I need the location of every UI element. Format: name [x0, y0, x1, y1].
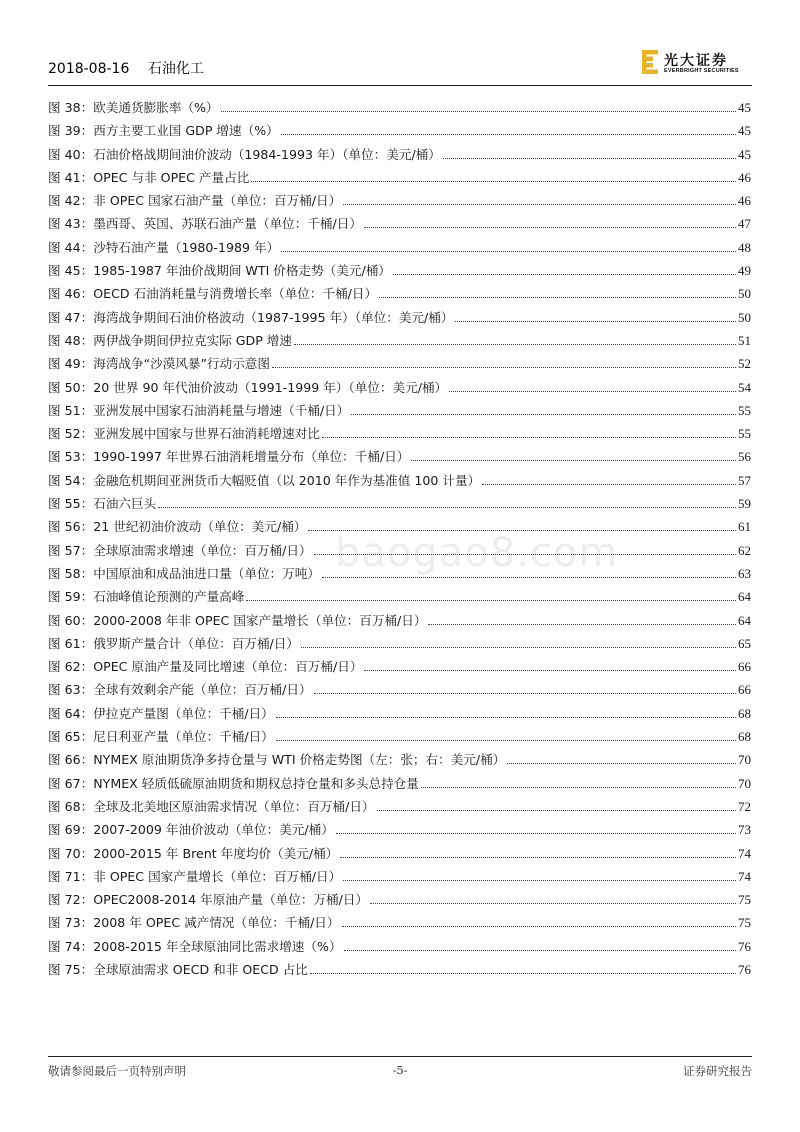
toc-entry[interactable]	[48, 586, 751, 609]
dot-leader	[455, 311, 736, 321]
dot-leader	[449, 381, 736, 391]
figure-label: 图 40：	[48, 146, 94, 162]
figure-label: 图 74：	[48, 938, 94, 954]
figure-label: 图 49：	[48, 356, 94, 372]
figure-title: 21 世纪初油价波动（单位：美元/桶）	[93, 519, 307, 535]
header-divider	[48, 85, 752, 86]
toc-entry[interactable]	[48, 120, 751, 143]
figure-title: 石油峰值论预测的产量高峰	[93, 589, 245, 605]
dot-leader	[246, 591, 736, 601]
toc-entry[interactable]	[48, 353, 751, 376]
figure-page-number: 45	[738, 123, 751, 139]
figure-title: 石油六巨头	[93, 496, 157, 512]
toc-entry[interactable]	[48, 446, 751, 469]
figure-label: 图 54：	[48, 472, 94, 488]
figure-title: 伊拉克产量图（单位：千桶/日）	[93, 705, 274, 721]
dot-leader	[251, 172, 736, 182]
figure-page-number: 47	[738, 216, 751, 232]
toc-entry[interactable]	[48, 330, 751, 353]
figure-label: 图 68：	[48, 798, 94, 814]
figure-page-number: 72	[738, 798, 751, 814]
figure-title: 全球有效剩余产能（单位：百万桶/日）	[93, 682, 312, 698]
dot-leader	[443, 148, 736, 158]
figure-title: 金融危机期间亚洲货币大幅贬值（以 2010 年作为基准值 100 计量）	[93, 472, 481, 488]
toc-entry[interactable]	[48, 283, 751, 306]
toc-entry[interactable]	[48, 656, 751, 679]
toc-entry[interactable]	[48, 726, 751, 749]
dot-leader	[428, 614, 736, 624]
toc-entry[interactable]	[48, 237, 751, 260]
figure-title: 2000-2008 年非 OPEC 国家产量增长（单位：百万桶/日）	[93, 612, 427, 628]
figure-label: 图 51：	[48, 402, 94, 418]
figure-label: 图 56：	[48, 519, 94, 535]
figure-page-number: 76	[738, 961, 751, 977]
figure-title: 俄罗斯产量合计（单位：百万桶/日）	[93, 635, 299, 651]
dot-leader	[314, 684, 736, 694]
figure-label: 图 71：	[48, 868, 94, 884]
toc-entry[interactable]	[48, 97, 751, 120]
dot-leader	[310, 964, 736, 974]
figure-page-number: 57	[738, 472, 751, 488]
dot-leader	[411, 451, 736, 461]
figure-label: 图 66：	[48, 752, 94, 768]
figure-label: 图 58：	[48, 565, 94, 581]
dot-leader	[351, 405, 736, 415]
figure-label: 图 50：	[48, 379, 94, 395]
figure-label: 图 48：	[48, 332, 94, 348]
figure-label: 图 38：	[48, 100, 94, 115]
figure-title: 全球及北美地区原油需求情况（单位：百万桶/日）	[93, 798, 375, 814]
toc-entry[interactable]	[48, 633, 751, 656]
figure-label: 图 57：	[48, 542, 94, 558]
dot-leader	[377, 801, 736, 811]
figure-title: 沙特石油产量（1980-1989 年）	[93, 239, 280, 255]
figure-label: 图 39：	[48, 123, 94, 139]
figure-label: 图 43：	[48, 216, 94, 232]
figure-page-number: 56	[738, 449, 751, 465]
figure-label: 图 73：	[48, 915, 94, 931]
figure-page-number: 45	[738, 146, 751, 162]
figure-page-number: 62	[738, 542, 751, 558]
figure-page-number: 46	[738, 193, 751, 209]
figure-page-number: 55	[738, 402, 751, 418]
toc-entry[interactable]	[48, 470, 751, 493]
figure-label: 图 72：	[48, 892, 94, 908]
dot-leader	[370, 894, 736, 904]
figure-page-number: 63	[738, 565, 751, 581]
figure-label: 图 41：	[48, 169, 94, 185]
dot-leader	[507, 754, 736, 764]
figure-label: 图 47：	[48, 309, 94, 325]
toc-entry[interactable]	[48, 679, 751, 702]
page-header	[48, 40, 752, 88]
logo-mark-icon	[642, 50, 658, 74]
dot-leader	[336, 824, 736, 834]
toc-entry[interactable]	[48, 819, 751, 842]
dot-leader	[294, 335, 736, 345]
watermark: baogao8.com	[335, 530, 619, 576]
dot-leader	[272, 358, 736, 368]
figure-page-number: 70	[738, 752, 751, 768]
toc-entry[interactable]	[48, 703, 751, 726]
logo-text-en: EVERBRIGHT SECURITIES	[664, 68, 739, 74]
figure-title: 海湾战争期间石油价格波动（1987-1995 年）（单位：美元/桶）	[93, 309, 454, 325]
figure-page-number: 66	[738, 682, 751, 698]
footer-disclaimer: 敬请参阅最后一页特别声明	[48, 1064, 186, 1078]
figure-label: 图 70：	[48, 845, 94, 861]
figure-page-number: 64	[738, 589, 751, 605]
toc-entry[interactable]	[48, 260, 751, 283]
figure-page-number: 70	[738, 775, 751, 791]
figure-title: 2000-2015 年 Brent 年度均价（美元/桶）	[93, 845, 339, 861]
dot-leader	[393, 265, 736, 275]
dot-leader	[281, 242, 736, 252]
figure-title: 1985-1987 年油价战期间 WTI 价格走势（美元/桶）	[93, 263, 391, 279]
dot-leader	[343, 871, 736, 881]
dot-leader	[276, 707, 736, 717]
figure-page-number: 76	[738, 938, 751, 954]
dot-leader	[281, 125, 736, 135]
figure-label: 图 59：	[48, 589, 94, 605]
dot-leader	[379, 288, 736, 298]
figure-page-number: 50	[738, 286, 751, 302]
toc-entry[interactable]	[48, 889, 751, 912]
figure-page-number: 64	[738, 612, 751, 628]
toc-entry[interactable]	[48, 936, 751, 959]
figure-title: NYMEX 轻质低硫原油期货和期权总持仓量和多头总持仓量	[93, 775, 419, 791]
figure-page-number: 73	[738, 822, 751, 838]
toc-entry[interactable]	[48, 307, 751, 330]
header-meta	[48, 58, 218, 78]
figure-page-number: 45	[738, 100, 751, 115]
figure-page-number: 51	[738, 332, 751, 348]
figure-label: 图 69：	[48, 822, 94, 838]
dot-leader	[482, 475, 736, 485]
figure-title: OECD 石油消耗量与消费增长率（单位：千桶/日）	[93, 286, 378, 302]
figure-label: 图 75：	[48, 961, 94, 977]
figure-page-number: 49	[738, 263, 751, 279]
figure-page-number: 66	[738, 659, 751, 675]
figure-page-number: 74	[738, 868, 751, 884]
figure-title: 2008 年 OPEC 减产情况（单位：千桶/日）	[93, 915, 340, 931]
toc-entry[interactable]	[48, 959, 751, 982]
dot-leader	[301, 638, 736, 648]
figure-title: 墨西哥、英国、苏联石油产量（单位：千桶/日）	[93, 216, 362, 232]
figure-title: 全球原油需求增速（单位：百万桶/日）	[93, 542, 312, 558]
figure-title: 20 世界 90 年代油价波动（1991-1999 年）（单位：美元/桶）	[93, 379, 448, 395]
figure-page-number: 61	[738, 519, 751, 535]
figure-label: 图 52：	[48, 426, 94, 442]
page-number: -5-	[392, 1063, 408, 1077]
dot-leader	[344, 940, 736, 950]
dot-leader	[421, 777, 736, 787]
dot-leader	[340, 847, 736, 857]
figure-page-number: 65	[738, 635, 751, 651]
figure-label: 图 64：	[48, 705, 94, 721]
figure-title: 亚洲发展中国家石油消耗量与增速（千桶/日）	[93, 402, 350, 418]
company-logo	[642, 40, 752, 84]
figure-title: 2007-2009 年油价波动（单位：美元/桶）	[93, 822, 334, 838]
figure-title: OPEC 原油产量及同比增速（单位：百万桶/日）	[93, 659, 363, 675]
report-sector: 石油化工	[147, 61, 204, 77]
figure-label: 图 42：	[48, 193, 94, 209]
figure-title: 中国原油和成品油进口量（单位：万吨）	[93, 565, 320, 581]
figure-title: 西方主要工业国 GDP 增速（%）	[93, 123, 279, 139]
figure-label: 图 65：	[48, 729, 94, 745]
report-date: 2018-08-16	[48, 61, 130, 77]
figure-page-number: 75	[738, 915, 751, 931]
figure-title: 非 OPEC 国家产量增长（单位：百万桶/日）	[93, 868, 342, 884]
figure-page-number: 68	[738, 729, 751, 745]
figure-title: 海湾战争“沙漠风暴”行动示意图	[93, 356, 270, 372]
figure-page-number: 59	[738, 496, 751, 512]
footer-doc-type: 证券研究报告	[683, 1064, 752, 1078]
toc-entry[interactable]	[48, 190, 751, 213]
toc-entry[interactable]	[48, 213, 751, 236]
figure-title: 尼日利亚产量（单位：千桶/日）	[93, 729, 274, 745]
figure-label: 图 55：	[48, 496, 94, 512]
figure-page-number: 54	[738, 379, 751, 395]
dot-leader	[364, 661, 736, 671]
page-footer	[48, 1063, 752, 1081]
figure-label: 图 53：	[48, 449, 94, 465]
figure-page-number: 55	[738, 426, 751, 442]
figure-page-number: 75	[738, 892, 751, 908]
figure-title: NYMEX 原油期货净多持仓量与 WTI 价格走势图（左：张；右：美元/桶）	[93, 752, 506, 768]
figure-title: 石油价格战期间油价波动（1984-1993 年）（单位：美元/桶）	[93, 146, 441, 162]
toc-entry[interactable]	[48, 377, 751, 400]
figure-page-number: 50	[738, 309, 751, 325]
toc-entry[interactable]	[48, 493, 751, 516]
toc-entry[interactable]	[48, 423, 751, 446]
toc-entry[interactable]	[48, 912, 751, 935]
dot-leader	[343, 195, 736, 205]
toc-entry[interactable]	[48, 167, 751, 190]
figure-title: 1990-1997 年世界石油消耗增量分布（单位：千桶/日）	[93, 449, 410, 465]
toc-entry[interactable]	[48, 749, 751, 772]
toc-entry[interactable]	[48, 773, 751, 796]
footer-divider	[48, 1056, 752, 1057]
toc-entry[interactable]	[48, 400, 751, 423]
figure-page-number: 52	[738, 356, 751, 372]
figure-page-number: 68	[738, 705, 751, 721]
figure-page-number: 46	[738, 169, 751, 185]
figure-page-number: 74	[738, 845, 751, 861]
figure-label: 图 46：	[48, 286, 94, 302]
figure-label: 图 62：	[48, 659, 94, 675]
figure-title: 2008-2015 年全球原油同比需求增速（%）	[93, 938, 342, 954]
figure-label: 图 44：	[48, 239, 94, 255]
toc-entry[interactable]	[48, 843, 751, 866]
figure-title: 欧美通货膨胀率（%）	[93, 100, 219, 115]
toc-entry[interactable]	[48, 610, 751, 633]
dot-leader	[364, 218, 736, 228]
figure-title: OPEC2008-2014 年原油产量（单位：万桶/日）	[93, 892, 369, 908]
toc-entry[interactable]	[48, 866, 751, 889]
dot-leader	[322, 428, 736, 438]
figure-title: 两伊战争期间伊拉克实际 GDP 增速	[93, 332, 292, 348]
dot-leader	[276, 731, 736, 741]
figure-label: 图 67：	[48, 775, 94, 791]
toc-entry[interactable]	[48, 796, 751, 819]
figure-label: 图 63：	[48, 682, 94, 698]
toc-entry[interactable]	[48, 144, 751, 167]
figure-title: OPEC 与非 OPEC 产量占比	[93, 169, 250, 185]
figure-title: 非 OPEC 国家石油产量（单位：百万桶/日）	[93, 193, 342, 209]
dot-leader	[342, 917, 737, 927]
figure-label: 图 60：	[48, 612, 94, 628]
dot-leader	[158, 498, 736, 508]
figure-title: 全球原油需求 OECD 和非 OECD 占比	[93, 961, 308, 977]
logo-text-cn: 光大证券	[664, 53, 728, 69]
figure-label: 图 45：	[48, 263, 94, 279]
figure-label: 图 61：	[48, 635, 94, 651]
figure-page-number: 48	[738, 239, 751, 255]
figure-title: 亚洲发展中国家与世界石油消耗增速对比	[93, 426, 320, 442]
dot-leader	[221, 102, 736, 112]
